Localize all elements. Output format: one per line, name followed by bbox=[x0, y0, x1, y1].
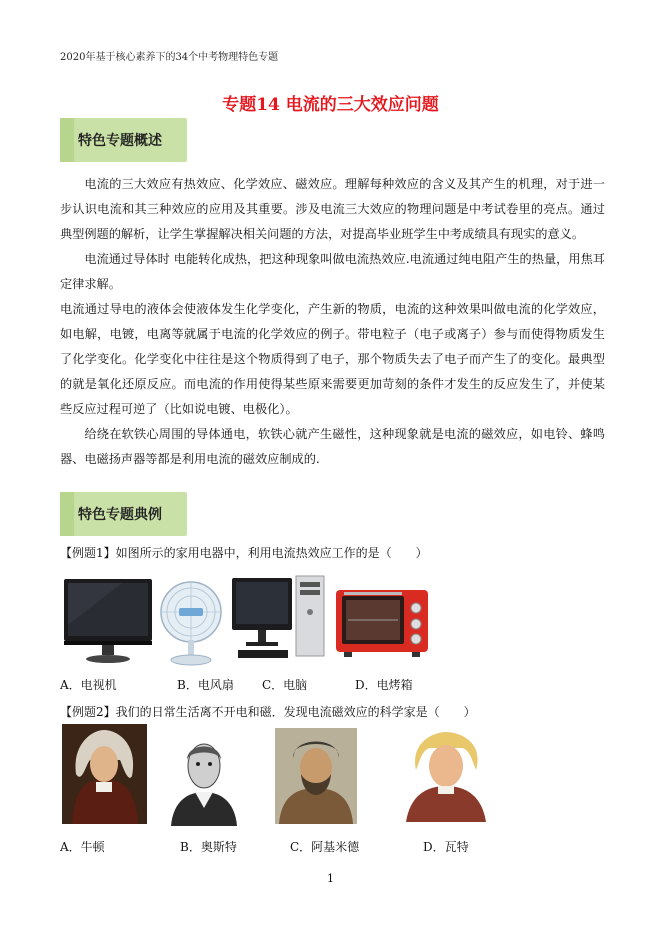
page-title: 专题14 电流的三大效应问题 bbox=[222, 95, 439, 115]
example-1-question: 【例题1】如图所示的家用电器中，利用电流热效应工作的是（ ） bbox=[60, 546, 428, 560]
paragraph-1: 电流的三大效应有热效应、化学效应、磁效应。理解每种效应的含义及其产生的机理，对于进一步认识电流和其三种效应的应用及其重要。涉及电流三大效应的物理问题是中考试卷里的亮点。通过典型例题的解析，让学生掌握解决相关问题的方法，对提高毕业班学生中考成绩具有现实的意义。 bbox=[60, 177, 605, 241]
fan-image bbox=[157, 578, 225, 668]
example-1-option-a: A．电视机 bbox=[60, 678, 117, 692]
example-1-option-d: D．电烤箱 bbox=[355, 678, 413, 692]
oven-image bbox=[334, 582, 430, 662]
example-2-option-a: A．牛顿 bbox=[60, 840, 105, 854]
section-heading-examples bbox=[60, 492, 187, 536]
paragraph-2: 电流通过导体时 电能转化成热，把这种现象叫做电流热效应.电流通过纯电阻产生的热量，用焦耳定律求解。 bbox=[60, 252, 605, 291]
newton-portrait bbox=[62, 724, 147, 824]
archimedes-portrait bbox=[275, 728, 357, 824]
computer-image bbox=[228, 572, 330, 664]
section-heading-examples-label: 特色专题典例 bbox=[78, 507, 162, 523]
example-2-option-d: D．瓦特 bbox=[423, 840, 469, 854]
paragraph-4: 给绕在软铁心周围的导体通电，软铁心就产生磁性，这种现象就是电流的磁效应，如电铃、蜂鸣器、电磁扬声器等都是利用电流的磁效应制成的. bbox=[60, 427, 605, 466]
overview-body bbox=[60, 172, 605, 472]
example-2-option-c: C．阿基米德 bbox=[290, 840, 360, 854]
section-heading-overview-label: 特色专题概述 bbox=[78, 133, 162, 149]
page-header: 2020年基于核心素养下的34个中考物理特色专题 bbox=[60, 52, 279, 63]
example-2-option-b: B．奥斯特 bbox=[180, 840, 237, 854]
watt-portrait bbox=[400, 730, 492, 822]
paragraph-3: 电流通过导电的液体会使液体发生化学变化，产生新的物质，电流的这种效果叫做电流的化学效应，如电解，电镀，电离等就属于电流的化学效应的例子。带电粒子（电子或离子）参与而使得物质发生了化学变化。化学变化中往往是这个物质得到了电子，那个物质失去了电子而产生了的变化。最典型的就是氧化还原反应。而电流的作用使得某些原来需要更加苛刻的条件才发生的反应发生了，并使某些反应过程可逆了（比如说电镀、电极化）。 bbox=[60, 302, 605, 416]
example-1-option-c: C．电脑 bbox=[262, 678, 308, 692]
tv-image bbox=[62, 575, 154, 667]
example-2-question: 【例题2】我们的日常生活离不开电和磁．发现电流磁效应的科学家是（ ） bbox=[60, 705, 476, 719]
page-number: 1 bbox=[327, 872, 334, 885]
oersted-portrait bbox=[165, 734, 243, 826]
section-heading-overview bbox=[60, 118, 187, 162]
example-1-option-b: B．电风扇 bbox=[177, 678, 234, 692]
